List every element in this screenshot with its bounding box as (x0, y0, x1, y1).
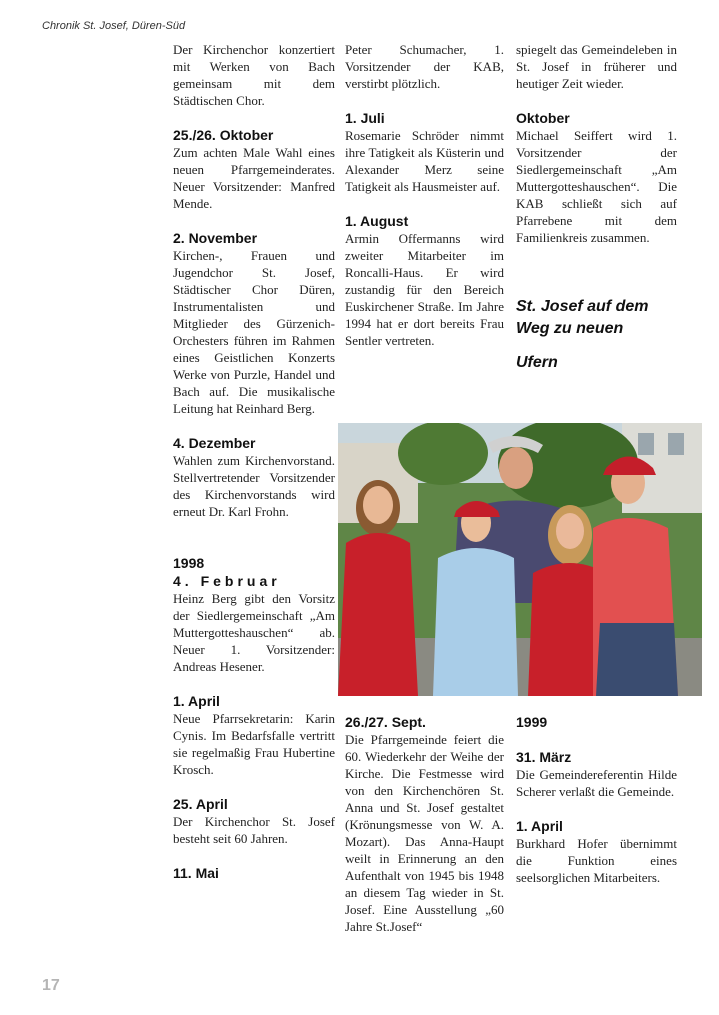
entry-date: 4. Februar (173, 573, 281, 589)
entry-date: 1. Juli (345, 110, 385, 126)
column-1 (173, 41, 335, 882)
entry-date: 1. August (345, 213, 409, 229)
entry-date: 11. Mai (173, 865, 219, 881)
column-3-lower (516, 713, 677, 886)
entry-text: Michael Seiffert wird 1. Vorsitzender der Siedlergemeinschaft „Am Muttergotteshauschen“. Die KAB schließt sich auf Pfarrebene mit dem Familienkreis zusammen. (516, 128, 677, 245)
entry-text: Heinz Berg gibt den Vorsitz der Siedlergemeinschaft „Am Muttergotteshauschen“ ab. Neuer 1. Vorsitzender: Andreas Hesener. (173, 591, 335, 674)
page-number: 17 (42, 977, 60, 994)
entry-date: 1. April (173, 693, 220, 709)
entry-text: Wahlen zum Kirchenvorstand. Stellvertretender Vorsitzender des Kirchenvorstands wird erneut Dr. Karl Frohn. (173, 453, 335, 519)
entry-text: Die Pfarrgemeinde feiert die 60. Wiederkehr der Weihe der Kirche. Die Festmesse wird von den Kirchenchören St. Anna und St. Josef gestaltet (Krönungsmesse von W. A. Mozart). Das Anna-Haupt weilt in Erinnerung an den Aufenthalt von 1945 bis 1948 an diesem Tag wieder in St. Josef. Eine Ausstellung „60 Jahre St.Josef“ (345, 732, 504, 934)
entry-date: 2. November (173, 230, 258, 246)
entry-date: 31. März (516, 749, 572, 765)
entry-text: Zum achten Male Wahl eines neuen Pfarrgemeinderates. Neuer Vorsitzender: Manfred Mende. (173, 145, 335, 211)
group-photo (338, 423, 702, 696)
entry-text: Rosemarie Schröder nimmt ihre Tatigkeit als Küsterin und Alexander Merz seine Tatigkeit als Hausmeister auf. (345, 128, 504, 194)
entry-text: Neue Pfarrsekretarin: Karin Cynis. Im Bedarfsfalle vertritt sie regelmaßig Frau Hubertine Krosch. (173, 711, 335, 777)
section-headline-cont: Ufern (516, 354, 558, 371)
column-2-lower (345, 713, 504, 935)
section-headline: St. Josef auf dem Weg zu neuen (516, 298, 649, 337)
entry-text: Burkhard Hofer übernimmt die Funktion eines seelsorglichen Mitarbeiters. (516, 836, 677, 885)
entry-date: 4. Dezember (173, 435, 256, 451)
entry-text: Armin Offermanns wird zweiter Mitarbeiter im Roncalli-Haus. Er wird zustandig für den Bereich Euskirchener Straße. Im Jahre 1994 hat er dort bereits Frau Sentler vertreten. (345, 231, 504, 348)
entry-date: 25./26. Oktober (173, 127, 274, 143)
entry-date: 26./27. Sept. (345, 714, 426, 730)
column-3 (516, 41, 677, 374)
group-photo-image (338, 423, 702, 696)
col1-intro: Der Kirchenchor konzertiert mit Werken von Bach gemeinsam mit dem Städtischen Chor. (173, 42, 335, 108)
entry-date: 1. April (516, 818, 563, 834)
year-heading: 1998 (173, 555, 205, 571)
col3-intro: spiegelt das Gemeindeleben in St. Josef in früherer und heutiger Zeit wieder. (516, 42, 677, 91)
entry-text: Kirchen-, Frauen und Jugendchor St. Josef, Städtischer Chor Düren, Instrumentalisten und Mitglieder des Gürzenich-Orchesters führen im Rahmen eines Geistlichen Konzerts Werke von Purzle, Handel und Bach auf. Die musikalische Leitung hat Reinhard Berg. (173, 248, 335, 416)
column-2 (345, 41, 504, 349)
entry-text: Der Kirchenchor St. Josef besteht seit 60 Jahren. (173, 814, 335, 846)
entry-date: 25. April (173, 796, 228, 812)
year-heading: 1999 (516, 714, 548, 730)
running-head: Chronik St. Josef, Düren-Süd (42, 20, 186, 32)
col2-intro: Peter Schumacher, 1. Vorsitzender der KAB, verstirbt plötzlich. (345, 42, 504, 91)
entry-text: Die Gemeindereferentin Hilde Scherer verlaßt die Gemeinde. (516, 767, 677, 799)
entry-date: Oktober (516, 110, 570, 126)
